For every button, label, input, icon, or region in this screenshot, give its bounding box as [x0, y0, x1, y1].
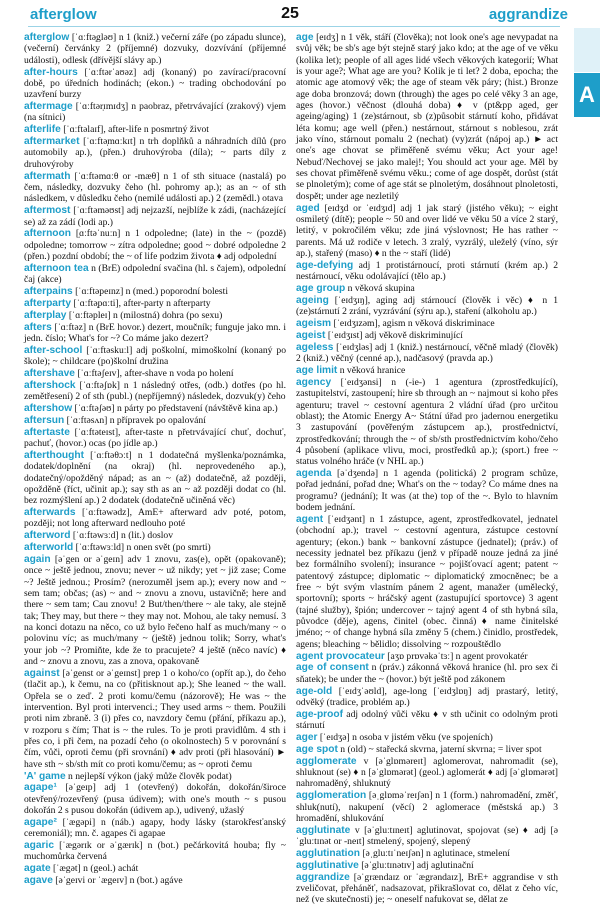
page-header: [20, 5, 568, 26]
entry-definition: [ˈɑːftəʃɒk] n 1 následný otřes, (odb.) dotřes (po hl. zemětřesení) 2 of sth (publ.) (nepříjemný) následek, dozvuk(y) čeho: [24, 379, 286, 403]
dictionary-entry: [24, 771, 286, 782]
entry-definition: [əˈgen or əˈgeɪn] adv 1 znovu, zas(e), opět (opakovaně); once ~ ještě jednou, znovu; never ~ už nikdy; yet ~ již zase; Come ~? Ještě jednou.; Prosím? (nerozuměl jsem ap.); every now and ~ sem tam; občas; (as) ~ and ~ znovu a znovu, ustavičně; here and there ~ sem tam; Cau znovu! 2 But/then/there ~ ale taky, ale stejně tak; They may, but there ~ they may not. Mohou, ale taky nemusí. 3 na konci dotazu na něco, co už bylo řečeno half as much/many ~ o polovinu víc; as much/many ~ (ještě) jednou tolik; Sorry, what's your job ~? Promiňte, kde že to pracujete? 4 ještě (něco navíc) ♦ and ~ znovu a znovu, zas a znova, opakovaně: [24, 553, 286, 668]
entry-definition: [əˌglɒməˈreɪʃən] n 1 (form.) nahromadění, změť, shluk(nutí), nakupení (věcí) 2 aglomerace (městská ap.) 3 hromadění, shlukování: [296, 790, 558, 824]
entry-headword: agenda: [296, 468, 332, 480]
thumb-index-strip: [574, 28, 600, 72]
entry-headword: ager: [296, 731, 318, 743]
entry-headword: aftersun: [24, 414, 65, 426]
dictionary-entry: [296, 651, 558, 662]
entry-headword: aftermath: [24, 170, 71, 182]
entry-headword: afternoon tea: [24, 262, 89, 274]
dictionary-entry: [296, 514, 558, 650]
entry-definition: [əˈgrændaɪz or ˈægrəndaɪz], BrE+ aggrandise v sth zveličovat, přeháněť, nadsazovat, přikrašlovat co, dělat z čeho víc, než (ve skutečnosti) je; ~ oneself nafukovat se, dělat ze: [296, 871, 558, 906]
dictionary-entry: [24, 345, 286, 368]
entry-definition: [ˈɑːftəskuːl] adj poškolní, mimoškolní (konaný po škole); ~ childcare (po)školní družina: [24, 344, 286, 368]
entry-definition: [ˈɑːftəʃeɪv], after-shave n voda po holení: [74, 367, 234, 379]
entry-headword: age-old: [296, 685, 333, 697]
entry-definition: [ˈɑːftəmɑːθ or -mæθ] n 1 of sth situace (nastalá) po čem, následky, dozvuky čeho (hl. pohromy ap.); as an ~ of sth následkem, v důsledku čeho (nemilé události ap.) 2 (zemědl.) otava: [24, 170, 286, 205]
entry-definition: [əˈgeɪp] adj 1 (otevřený) dokořán, dokořán/široce otevřený/rozevřený (pusa údivem); with one's mouth ~ s pusou dokořán 2 s pusou dokořán (údivem ap.), udivený, užaslý: [24, 782, 286, 817]
entry-definition: [ˈɑːftə̩gləʊ] n 1 (kniž.) večerní záře (po západu slunce), (večerní) červánky 2 (příjemné) dozvuky, dozvívání (příjemné události), odlesk (dřívější slávy ap.): [24, 32, 286, 66]
entry-definition: adj odolný vůči věku ♦ v sth učinit co odolným proti stárnutí: [296, 708, 558, 732]
dictionary-entry: [24, 124, 286, 135]
entry-definition: [ˈɑːftəməʊst] adj nejzazší, nejblíže k zádi, (nacházející se) až za zádí (lodi ap.): [24, 205, 286, 228]
entry-headword: again: [24, 553, 51, 565]
entry-definition: [ˈeɪdʒɪst] adj věkově diskriminující: [325, 329, 463, 341]
entry-definition: [ˈɑːftəz] n (BrE hovor.) dezert, moučník; funguje jako mn. i jedn. číslo; What's for ~? Co máme jako dezert?: [24, 321, 286, 344]
entry-headword: aftershock: [24, 379, 76, 391]
dictionary-entry: [24, 380, 286, 403]
entry-headword: afterthought: [24, 449, 84, 461]
entry-definition: [ˈɑːftəlaɪf], after-life n posmrtný život: [60, 124, 209, 136]
entry-definition: [əˈdʒendə] n 1 agenda (politická) 2 program schůze, pořad jednání, pořad dne; What's on the ~ today? Co máme dnes na programu? (jednání); It was (at the) top of the ~. Bylo to hlavním bodem jednání.: [296, 468, 558, 514]
dictionary-entry: [24, 228, 286, 262]
entry-definition: [ˈɑːftəsʌn] n přípravek po opalování: [64, 414, 206, 426]
dictionary-entry: [24, 310, 286, 321]
entry-definition: v [əˈgluːtɪneɪt] aglutinovat, spojovat (se) ♦ adj [əˈgluːtɪnət or -neɪt] stmelený, spojený, slepený: [296, 824, 558, 848]
entry-definition: v [əˈglɒməreɪt] aglomerovat, nahromadit (se), shluknout (se) ♦ n [əˈglɒmərət] (geol.) aglomerát ♦ adj [əˈglɒmərət] nahromaděný, shluknutý: [296, 755, 558, 790]
dictionary-entry: [24, 286, 286, 297]
entry-headword: age group: [296, 283, 346, 295]
dictionary-entry: [24, 782, 286, 816]
dictionary-entry: [24, 322, 286, 345]
dictionary-entry: [296, 203, 558, 260]
entry-headword: afterplay: [24, 309, 67, 321]
dictionary-entry: [24, 368, 286, 379]
entry-definition: [ˈeɪdʒɪŋ], aging adj stárnoucí (člověk i věc) ♦ n 1 (ze)stárnutí 2 zrání, vyzrávání (sýru ap.), staření (alkoholu ap.): [296, 294, 558, 318]
entry-headword: afterwards: [24, 507, 76, 519]
entry-headword: agency: [296, 376, 332, 388]
dictionary-entry: [296, 283, 558, 294]
entry-headword: agate: [24, 863, 51, 875]
entry-definition: [ˈɑːftəwədz], AmE+ afterward adv poté, potom, později; not long afterward nedlouho poté: [24, 507, 286, 530]
dictionary-entry: [296, 686, 558, 709]
entry-headword: afters: [24, 321, 52, 333]
entry-headword: after-school: [24, 344, 83, 356]
dictionary-entry: [296, 260, 558, 283]
guide-word-right: aggrandize: [488, 6, 568, 23]
entry-definition: [ˈɑːftəʃəʊ] n párty po představení (návštěvě kina ap.): [72, 403, 278, 414]
entry-headword: aftermost: [24, 205, 71, 217]
dictionary-entry: [24, 171, 286, 205]
dictionary-entry: [24, 415, 286, 426]
entry-definition: [ˈɑːftəwɜːld] n onen svět (po smrti): [73, 542, 211, 554]
dictionary-entry: [296, 318, 558, 329]
dictionary-entry: [24, 450, 286, 507]
dictionary-entry: [296, 860, 558, 871]
entry-definition: [əˈgluːtɪnətɪv] adj aglutinační: [358, 859, 474, 871]
entry-definition: [ˈeɪdʒənt] n 1 zástupce, agent, zprostředkovatel, jednatel (obchodní ap.); travel ~ cestovní agentura, zástupce cestovní agentury; (ekon.) bank ~ bankovní zástupce (jednatel); (práv.) of necessity jednatel bez příkazu (jenž v případě nouze jedná za jiné bez formálního svolení); insurance ~ pojišťovací agent; patent ~ patentový zástupce; diplomatic ~ diplomatický zmocněnec; be a free ~ být svým vlastním pánem 2 agent, manažer (umělecký, sportovní); sports ~ hráčský agent (zastupující sportovce) 3 agent (tajné služby), špión; undercover ~ tajný agent 4 of sth hybná síla, původce (děje), agens, činitel (obec. činná) ♦ name činitelské jméno; ~ of change hybná síla změny 5 (chem.) činidlo, prostředek, agens; bleaching ~ bělidlo; dissolving ~ rozpouštědlo: [296, 513, 558, 650]
dictionary-entry: [24, 817, 286, 840]
dictionary-entry: [24, 67, 286, 101]
entry-headword: age spot: [296, 743, 338, 755]
entry-definition: [ˈɑːftəwɜːd] n (lit.) doslov: [70, 530, 173, 542]
entry-headword: afternoon: [24, 228, 71, 240]
entry-headword: age of consent: [296, 662, 369, 674]
entry-definition: [ˈɑːftəteɪst], after-taste n přetrvávající chuť, dochuť, pachuť, (hovor.) ocas (po jídle ap.): [24, 426, 286, 450]
entry-headword: aftershow: [24, 403, 73, 414]
entry-headword: aged: [296, 202, 320, 214]
entry-definition: [aʒɒ prɒvəkəˈtɜː] n agent provokatér: [384, 650, 528, 662]
entry-definition: [ˈɑːftə̩mɑːkɪt] n trh doplňků a náhradních dílů (pro automobily ap.), (přen.) druhovýroba (díla); ~ parts díly z druhovýroby: [24, 136, 286, 170]
entry-headword: aftermage: [24, 101, 73, 113]
entry-definition: n (BrE) odpolední svačina (hl. s čajem), odpolední čaj (akce): [24, 262, 286, 286]
entry-definition: [ˈɑːftəpleɪ] n (milostná) dohra (po sexu): [66, 309, 223, 321]
entry-headword: ageist: [296, 329, 326, 341]
entry-headword: agape¹: [24, 782, 57, 794]
entry-headword: afterparty: [24, 297, 71, 309]
dictionary-entry: [296, 872, 558, 906]
entry-definition: [əˈgenst or əˈgeɪnst] prep 1 o koho/co (opřít ap.), do čeho (tlačit ap.), k čemu, na co (přitisknout ap.); She leaned ~ the wall. Opřela se o zeď. 2 proti komu/čemu (názorově); He was ~ the intervention. Byl proti intervenci.; They used arms ~ them. Použili proti nim zbraně. 3 (i) přes co, navzdory čemu (přání, příkazu ap.), v rozporu s čím; That is ~ the rules. To je proti pravidlům. 4 sth i přes co, i při čem, na pozadí čeho (o okolnostech) 5 v porovnání s čím, vůči, oproti čemu (při srovnání) ♦ adv proti (při hlasování) ► have sth ~ sb/sth mít co proti komu/čemu; as ~ oproti čemu: [24, 667, 286, 770]
entry-definition: [ˈeɪdʒləs] adj 1 (kniž.) nestárnoucí, věčně mladý (člověk) 2 (kniž.) věčný (cenné ap.), nadčasový (pravda ap.): [296, 341, 558, 365]
entry-definition: [əˈgeɪvi or ˈægeɪv] n (bot.) agáve: [52, 875, 183, 887]
entry-definition: n nejlepší výkon (jaký může člověk podat): [65, 770, 232, 782]
entry-definition: [eɪdʒd or ˈeɪdʒɪd] adj 1 jak starý (jistého věku); ~ eight osmiletý (dítě); people ~ 50 and over lidé ve věku 50 a více 2 starý, letitý, v pokročilém věku; zde jiná výslovnost; He has rather ~ parents. Má už rodiče v letech. 3 zralý, vyzrálý, uleželý (víno, sýr ap.), stařený (maso) ♦ n the ~ staří (lidé): [296, 202, 558, 260]
entry-headword: afterlife: [24, 124, 61, 136]
entry-definition: [ˈɑːftər̩ɪmɪdʒ] n paobraz, přetrvávající (zrakový) vjem (na sítnici): [24, 101, 286, 124]
dictionary-entry: [24, 507, 286, 530]
dictionary-entry: [296, 295, 558, 318]
dictionary-entry: [296, 662, 558, 685]
dictionary-entry: [296, 825, 558, 848]
entry-headword: afterglow: [24, 32, 70, 43]
dictionary-entry: [296, 848, 558, 859]
entry-headword: ageless: [296, 341, 334, 353]
entry-headword: agglutinate: [296, 824, 351, 836]
dictionary-entry: [24, 530, 286, 541]
entry-headword: afterpains: [24, 286, 73, 298]
guide-word-left: afterglow: [30, 6, 97, 23]
entry-headword: aggrandize: [296, 871, 350, 883]
entry-headword: agape²: [24, 816, 57, 828]
entry-definition: [ˈægəpi] n (náb.) agapy, hody lásky (starokřesťanský ceremoniál); mn. č. agapes či agapae: [24, 816, 286, 840]
entry-definition: [ˈeɪdʒənsi] n (-ie-) 1 agentura (zprostředkující), zastupitelství, zastoupení; hire sb through an ~ najmout si koho přes agenturu; travel ~ cestovní agentura 2 vládní úřad (pro určitou oblast); the Atomic Energy A~ Státní úřad pro jadernou energetiku 3 zastupování (pověřeným zástupcem ap.), prostřednictví, zprostředkování; through the ~ of sb/sth prostřednictvím koho/čeho 4 působení (aplikace vlivu, moci, prostředků ap.); (sport.) free ~ status volného hráče (v NHL ap.): [296, 376, 558, 468]
dictionary-entry: [24, 875, 286, 886]
dictionary-entry: [24, 668, 286, 770]
entry-definition: [ˈɑːftəθɔːt] n 1 dodatečná myšlenka/poznámka, dodatek/doplnění (na okraj) (hl. neprovedeného ap.), dodatečný/opožděný nápad; as an ~ (až) dodatečně, až později, opožděně (říct, učinit ap.); say sth as an ~ až později dodat co (hl. bez rozmýšlení ap.) 2 dodatek (dodatečně učiněná věc): [24, 449, 286, 507]
dictionary-entry: [296, 790, 558, 824]
entry-definition: [ˈɑːftə̩pɑːti], after-party n afterparty: [71, 297, 211, 309]
entry-definition: [ˈeɪdʒɪzəm], agism n věková diskriminace: [331, 318, 495, 330]
entry-definition: [ˈægərɪk or əˈgærɪk] n (bot.) pečárkovitá houba; fly ~ muchomůrka červená: [24, 840, 286, 863]
dictionary-entry: [24, 136, 286, 170]
entry-headword: ageing: [296, 294, 329, 306]
entry-definition: [əˌgluːtɪˈneɪʃən] n aglutinace, stmelení: [359, 847, 510, 859]
dictionary-entry: [296, 330, 558, 341]
dictionary-entry: [296, 32, 558, 202]
dictionary-entry: [296, 756, 558, 790]
entry-definition: [eɪdʒ] n 1 věk, stáří (člověka); not look one's age nevypadat na svůj věk; be sb's age být stejně starý jako kdo; at the age of ve věku (kolika let); people of all ages lidé všech věkových kategorií; What is your age?; What age are you? Kolik je ti let? 2 doba, epocha; the atomic age atomový věk; the age of steam věk páry; (hist.) Bronze age doba bronzová; down (through) the ages po celé věky 3 an age, ages (hovor.) věčnost (dlouhá doba) ♦ v (pt&pp aged, ger ageing/aging) 1 (ze)stárnout, sb (z)působit stárnutí koho, přidávat léta komu; age well (přen.) nestárnout, stárnout s noblesou, zrát jako víno, stárnout pomalu 2 (nechat) (vy)zrát (nápoj ap.) ► act one's age chovat se přiměřeně svému věku; Act your age! Nebuď/Nechovej se jako malej!; You should act your age. Měl by ses chovat přiměřeně svému věku.; come of age dospět, dorůst (stát se plnoletým); come of age stát se plnoletým, dosáhnout plnoletosti, dospět; under age nezletilý: [296, 32, 558, 202]
entry-definition: n (old) ~ stařecká skvrna, jaterní skvrna; = liver spot: [337, 743, 542, 755]
entry-headword: agent: [296, 513, 324, 525]
dictionary-entry: [24, 554, 286, 667]
entry-definition: n věková hranice: [337, 364, 406, 376]
entry-headword: ageism: [296, 318, 332, 330]
dictionary-entry: [296, 709, 558, 732]
entry-headword: agglutinative: [296, 859, 359, 871]
entry-headword: aftershave: [24, 367, 75, 379]
entry-definition: [ˈɑːftəpeɪnz] n (med.) poporodní bolesti: [72, 286, 228, 298]
entry-headword: agglutination: [296, 847, 360, 859]
entry-headword: agglomerate: [296, 755, 357, 767]
dictionary-entry: [24, 403, 286, 414]
entry-headword: 'A' game: [24, 770, 66, 782]
entry-definition: [ˈægət] n (geol.) achát: [50, 863, 139, 875]
entry-definition: adj 1 protistárnoucí, proti stárnutí (krém ap.) 2 nestárnoucí, věku odolávající (tělo ap.): [296, 259, 558, 283]
dictionary-entry: [24, 32, 286, 66]
entry-headword: after-hours: [24, 66, 78, 78]
entry-headword: agglomeration: [296, 790, 367, 802]
entry-headword: age-proof: [296, 708, 343, 720]
dictionary-entry: [24, 863, 286, 874]
entry-headword: agent provocateur: [296, 650, 385, 662]
dictionary-entry: [296, 732, 558, 743]
entry-headword: agave: [24, 875, 53, 887]
left-column: [24, 32, 286, 887]
entry-definition: [ˈɑːftərˈaʊəz] adj (konaný) po zavírací/pracovní době, po úředních hodinách; (ekon.) ~ trading obchodování po uzavření burzy: [24, 66, 286, 101]
entry-definition: n věková skupina: [345, 283, 415, 295]
dictionary-entry: [24, 263, 286, 286]
entry-headword: aftertaste: [24, 426, 70, 438]
entry-headword: age limit: [296, 364, 338, 376]
dictionary-entry: [296, 377, 558, 468]
entry-headword: age: [296, 32, 314, 43]
dictionary-entry: [24, 298, 286, 309]
dictionary-entry: [24, 205, 286, 228]
entry-definition: n (práv.) zákonná věková hranice (hl. pro sex či sňatek); be under the ~ (hovor.) být ještě pod zákonem: [296, 662, 558, 685]
entry-headword: age-defying: [296, 259, 354, 271]
entry-definition: [̩ɑːftəˈnuːn] n 1 odpoledne; (late) in the ~ (pozdě) odpoledne; tomorrow ~ zítra odpoledne; good ~ dobré odpoledne 2 (přen.) pozdní období; the ~ of life podzim života ♦ adj odpolední: [24, 228, 286, 263]
dictionary-entry: [24, 427, 286, 450]
dictionary-entry: [296, 365, 558, 376]
entry-headword: agaric: [24, 840, 55, 852]
dictionary-entry: [24, 542, 286, 553]
entry-definition: [ˈeɪdʒə] n osoba v jistém věku (ve spojeních): [317, 731, 493, 743]
entry-headword: afterword: [24, 530, 71, 542]
header-rule: [28, 26, 560, 27]
right-column: [296, 32, 558, 906]
entry-headword: aftermarket: [24, 136, 80, 148]
entry-headword: afterworld: [24, 542, 74, 554]
dictionary-entry: [24, 101, 286, 124]
thumb-index-tab: A: [574, 73, 600, 117]
page-number: 25: [281, 5, 299, 22]
dictionary-entry: [296, 744, 558, 755]
entry-definition: [ˈeɪdʒˈəʊld], age-long [ˈeɪdʒlɒŋ] adj prastarý, letitý, odvěký (tradice, problém ap.): [296, 685, 558, 708]
dictionary-entry: [24, 840, 286, 863]
dictionary-entry: [296, 468, 558, 513]
dictionary-entry: [296, 342, 558, 365]
entry-headword: against: [24, 667, 60, 679]
